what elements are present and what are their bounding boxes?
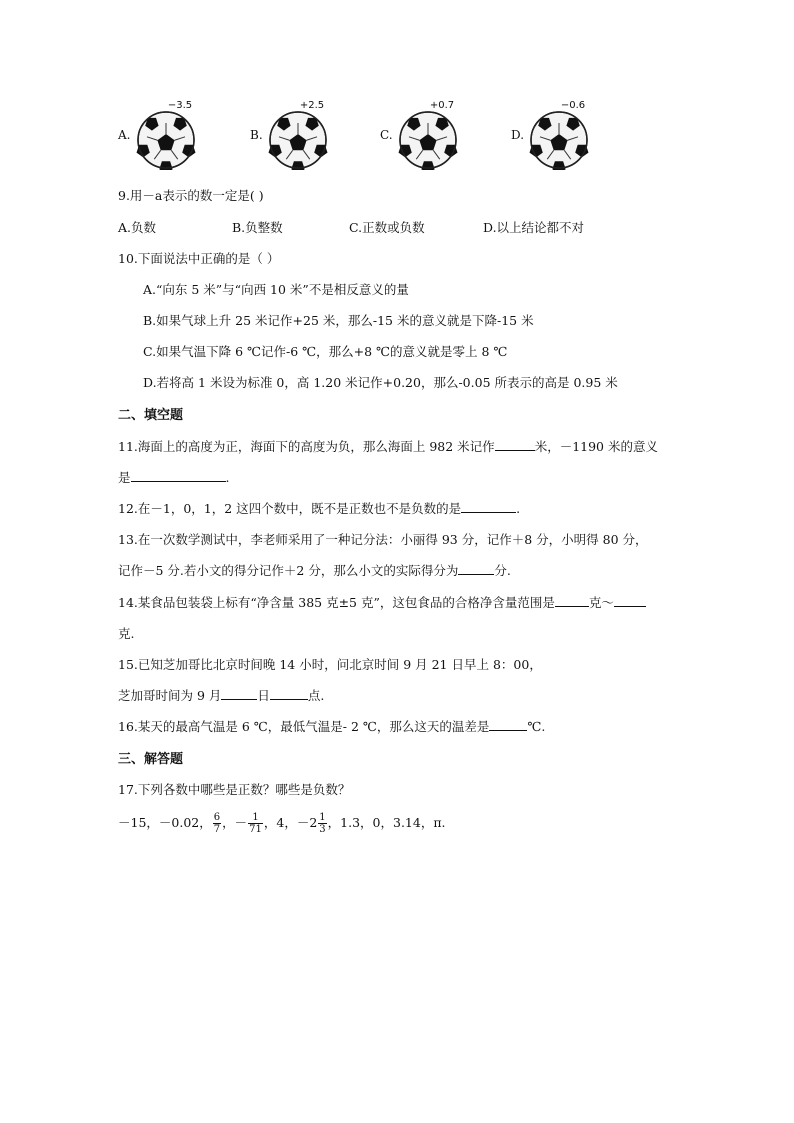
q17-part-1: －15，－0.02， xyxy=(118,815,212,830)
q9-choice-c[interactable]: C.正数或负数 xyxy=(349,220,425,235)
q10-choice-d[interactable]: D.若将高 1 米设为标准 0，高 1.20 米记作+0.20，那么-0.05 所表示的高是 0.95 米 xyxy=(143,375,618,390)
q13-blank[interactable] xyxy=(458,562,494,575)
q10-choice-c[interactable]: C.如果气温下降 6 ℃记作-6 ℃，那么+8 ℃的意义就是零上 8 ℃ xyxy=(143,344,508,359)
q10-choice-a[interactable]: A.“向东 5 米”与“向西 10 米”不是相反意义的量 xyxy=(143,282,409,297)
ball-value-label: −3.5 xyxy=(167,100,193,111)
q11-blank-1[interactable] xyxy=(495,438,535,451)
ball-value-label: +0.7 xyxy=(429,100,455,111)
q15-text-c: 点. xyxy=(307,688,325,703)
q9-choice-d[interactable]: D.以上结论都不对 xyxy=(483,220,585,235)
q11-line2 xyxy=(118,468,230,486)
option-letter: D. xyxy=(511,128,525,142)
q17-part-2: ，－ xyxy=(222,815,248,830)
q11-text-b: 米，－1190 米的意义 xyxy=(534,439,658,454)
soccer-ball-icon xyxy=(136,110,196,170)
q16 xyxy=(118,717,545,735)
option-letter: B. xyxy=(250,128,263,142)
q10-choice-b[interactable]: B.如果气球上升 25 米记作+25 米，那么-15 米的意义就是下降-15 米 xyxy=(143,313,534,328)
q11-blank-2[interactable] xyxy=(131,469,226,482)
q15-text-a: 芝加哥时间为 9 月 xyxy=(118,688,222,703)
fraction-numerator: 1 xyxy=(248,812,263,824)
q13-line2 xyxy=(118,561,511,579)
fraction-denominator: 7 xyxy=(213,824,221,835)
option-b[interactable] xyxy=(250,100,350,175)
q15-blank-1[interactable] xyxy=(221,687,257,700)
q17-part-3: ，4，－2 xyxy=(263,815,318,830)
q12 xyxy=(118,499,520,517)
q16-text-a: 16.某天的最高气温是 6 ℃，最低气温是- 2 ℃，那么这天的温差是 xyxy=(118,719,490,734)
q11-line1 xyxy=(118,437,658,455)
q11-text-d: . xyxy=(225,470,230,485)
fraction-denominator: 3 xyxy=(319,824,326,835)
fraction xyxy=(248,812,263,835)
q16-text-b: ℃. xyxy=(527,719,546,734)
q15-line1: 15.已知芝加哥比北京时间晚 14 小时，问北京时间 9 月 21 日早上 8：00， xyxy=(118,657,542,672)
soccer-ball-icon xyxy=(398,110,458,170)
q17-numbers xyxy=(118,808,446,838)
section-heading-fill-in: 二、填空题 xyxy=(118,408,184,423)
q15-blank-2[interactable] xyxy=(270,687,308,700)
q13-text-a: 记作－5 分.若小文的得分记作＋2 分，那么小文的实际得分为 xyxy=(118,563,459,578)
soccer-ball-icon xyxy=(268,110,328,170)
soccer-ball-icon xyxy=(529,110,589,170)
q13-text-b: 分. xyxy=(494,563,511,578)
q17-part-4: ，1.3，0，3.14，π. xyxy=(327,815,446,830)
q15-line2 xyxy=(118,686,324,704)
q10-stem: 10.下面说法中正确的是（ ） xyxy=(118,251,280,266)
fraction-numerator: 6 xyxy=(213,812,221,823)
option-letter: A. xyxy=(118,128,131,142)
fraction-denominator: 71 xyxy=(249,824,262,835)
q16-blank[interactable] xyxy=(489,718,527,731)
option-letter: C. xyxy=(380,128,393,142)
fraction xyxy=(318,812,326,835)
q9-choice-b[interactable]: B.负整数 xyxy=(232,220,283,235)
q15-text-b: 日 xyxy=(257,688,270,703)
q14-line2: 克. xyxy=(118,626,135,641)
q14-text-b: 克～ xyxy=(588,595,614,610)
q11-text-c: 是 xyxy=(118,470,131,485)
q12-blank[interactable] xyxy=(461,500,516,513)
q9-stem: 9.用－a表示的数一定是( ) xyxy=(118,188,264,203)
q14-blank-2[interactable] xyxy=(614,594,646,607)
section-heading-solve: 三、解答题 xyxy=(118,752,184,767)
fraction-numerator: 1 xyxy=(319,812,326,823)
q12-text-a: 12.在－1，0，1，2 这四个数中，既不是正数也不是负数的是 xyxy=(118,501,462,516)
q17-stem: 17.下列各数中哪些是正数？哪些是负数？ xyxy=(118,782,351,797)
q12-text-b: . xyxy=(516,501,521,516)
option-a[interactable] xyxy=(118,100,218,175)
q14-blank-1[interactable] xyxy=(555,594,589,607)
q11-text-a: 11.海面上的高度为正，海面下的高度为负，那么海面上 982 米记作 xyxy=(118,439,495,454)
option-d[interactable] xyxy=(511,100,611,175)
fraction xyxy=(213,812,221,835)
ball-value-label: +2.5 xyxy=(299,100,325,111)
q14-text-a: 14.某食品包装袋上标有“净含量 385 克±5 克”，这包食品的合格净含量范围是 xyxy=(118,595,555,610)
ball-value-label: −0.6 xyxy=(560,100,586,111)
option-c[interactable] xyxy=(380,100,480,175)
q9-choice-a[interactable]: A.负数 xyxy=(118,220,157,235)
q13-line1: 13.在一次数学测试中，李老师采用了一种记分法：小丽得 93 分，记作＋8 分，小明得 80 分， xyxy=(118,532,648,547)
q14-line1 xyxy=(118,593,646,611)
